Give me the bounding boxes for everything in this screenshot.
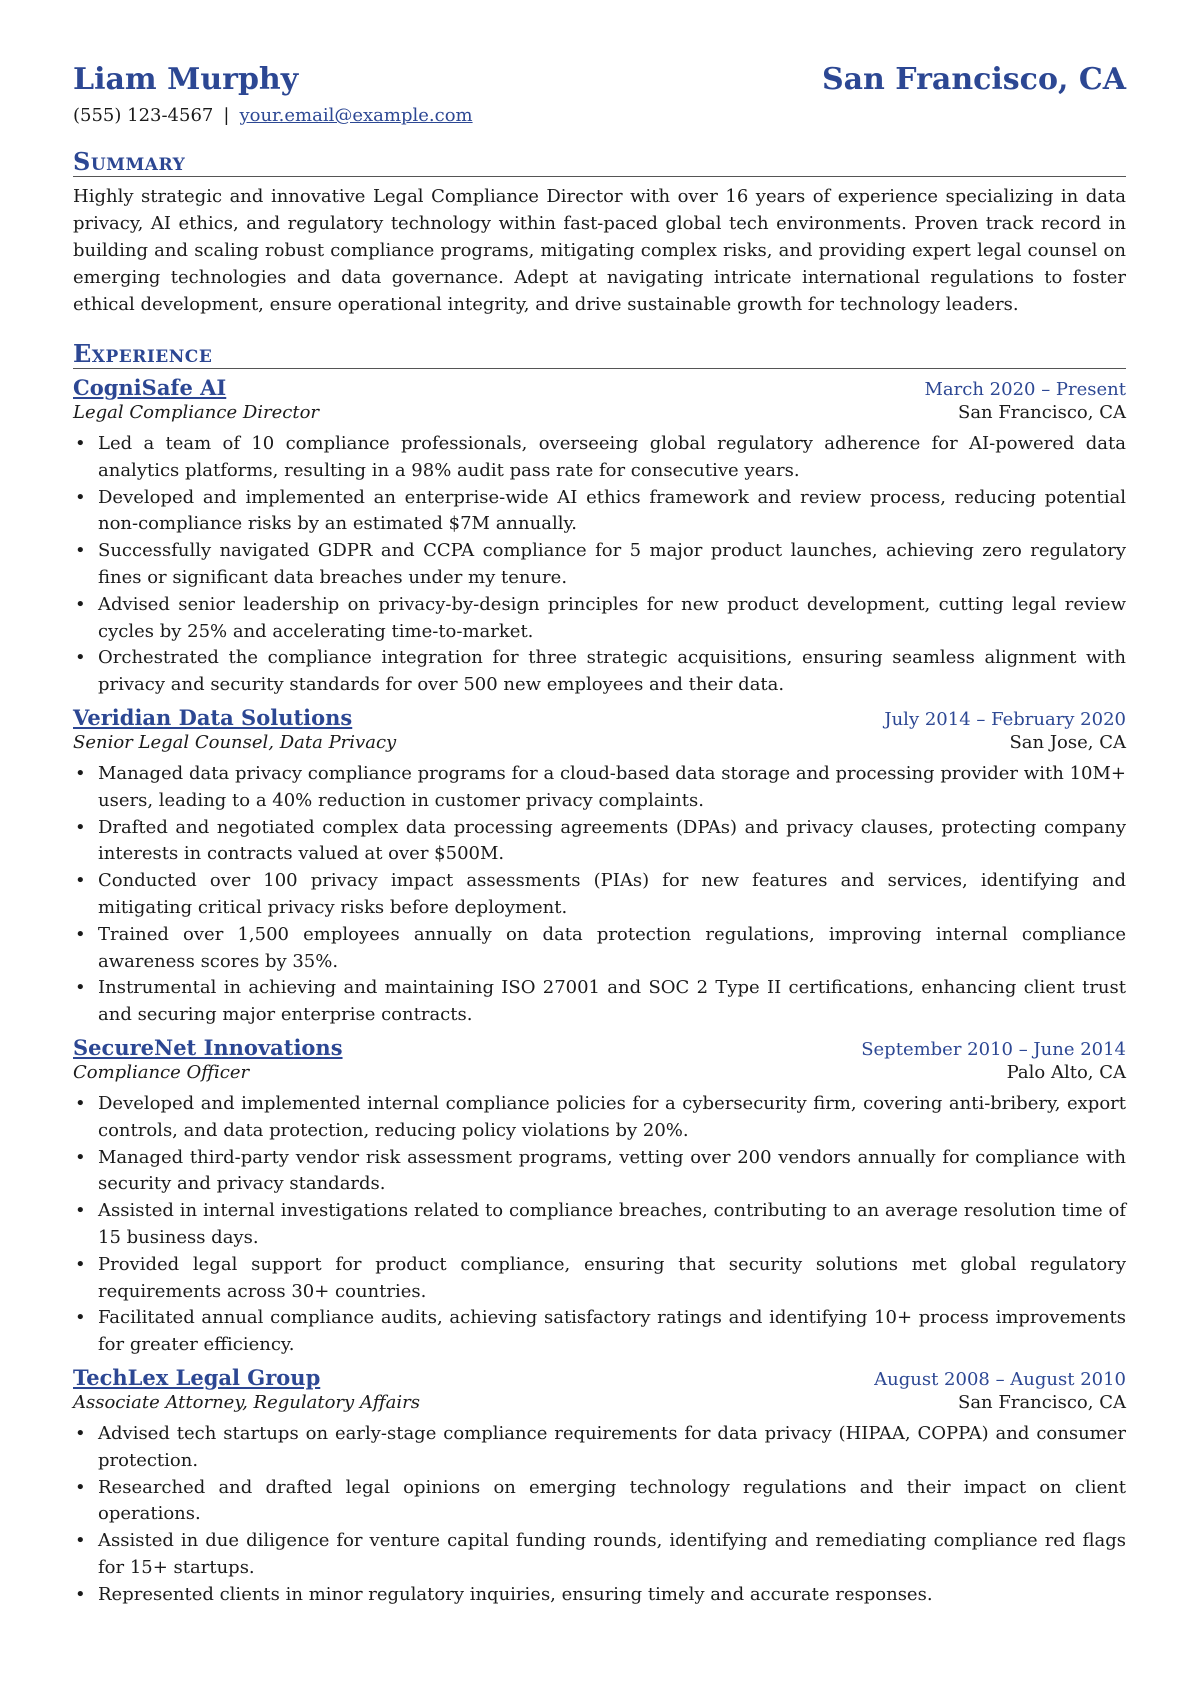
job-location: San Francisco, CA	[957, 402, 1126, 423]
job-bullet: • Orchestrated the compliance integration for three strategic acquisitions, ensuring seamless alignment with privacy and security standards for over 500 new employees and their data.	[98, 645, 1126, 699]
experience-heading: Experience	[73, 340, 1126, 369]
job-bullet: • Assisted in internal investigations related to compliance breaches, contributing to an average resolution time of 15 business days.	[98, 1198, 1126, 1252]
job-header-row	[73, 1035, 1126, 1060]
job-bullet: • Provided legal support for product compliance, ensuring that security solutions met global regulatory requirements across 30+ countries.	[98, 1252, 1126, 1306]
job-bullet: • Led a team of 10 compliance professionals, overseeing global regulatory adherence for AI-powered data analytics platforms, resulting in a 98% audit pass rate for consecutive years.	[98, 431, 1126, 485]
job-role: Senior Legal Counsel, Data Privacy	[73, 731, 397, 753]
job-location: San Francisco, CA	[957, 1391, 1126, 1413]
job-header-row	[73, 705, 1126, 730]
summary-text: Highly strategic and innovative Legal Compliance Director with over 16 years of experience specializing in data privacy, AI ethics, and regulatory technology within fast-paced global tech environments. Proven track record in building and scaling robust compliance programs, mitigating complex risks, and providing expert legal counsel on emerging technologies and data governance. Adept at navigating intricate international regulations to foster ethical development, ensure operational integrity, and drive sustainable growth for technology leaders.	[73, 186, 1126, 315]
job-location: San Jose, CA	[1009, 731, 1126, 753]
candidate-location: San Francisco, CA	[821, 62, 1126, 97]
phone-number: (555) 123-4567	[73, 105, 214, 126]
company-link[interactable]: SecureNet Innovations	[73, 1034, 343, 1060]
job-subheader-row	[73, 732, 1126, 753]
header	[73, 62, 1126, 97]
job-role: Associate Attorney, Regulatory Affairs	[73, 1391, 421, 1413]
job-header-row	[73, 375, 1126, 400]
job-bullet: • Drafted and negotiated complex data processing agreements (DPAs) and privacy clauses, protecting company interests in contracts valued at over $500M.	[98, 815, 1126, 869]
job-bullet: • Instrumental in achieving and maintaining ISO 27001 and SOC 2 Type II certifications, enhancing client trust and securing major enterprise contracts.	[98, 975, 1126, 1029]
job-bullet-list	[73, 431, 1126, 699]
job-bullet: • Advised tech startups on early-stage compliance requirements for data privacy (HIPAA, COPPA) and consumer protection.	[98, 1421, 1126, 1475]
experience-list	[73, 375, 1126, 1608]
job-dates: March 2020 – Present	[924, 379, 1126, 400]
job-bullet: • Conducted over 100 privacy impact assessments (PIAs) for new features and services, identifying and mitigating critical privacy risks before deployment.	[98, 868, 1126, 922]
job-header-row	[73, 1365, 1126, 1390]
job-dates: August 2008 – August 2010	[874, 1368, 1126, 1390]
summary-heading: Summary	[73, 148, 1126, 177]
job-bullet: • Advised senior leadership on privacy-by-design principles for new product development, cutting legal review cycles by 25% and accelerating time-to-market.	[98, 592, 1126, 646]
job-bullet: • Researched and drafted legal opinions on emerging technology regulations and their impact on client operations.	[98, 1475, 1126, 1529]
job-bullet: • Managed third-party vendor risk assessment programs, vetting over 200 vendors annually for compliance with security and privacy standards.	[98, 1145, 1126, 1199]
contact-separator: |	[223, 105, 230, 126]
job-bullet-list	[73, 1091, 1126, 1359]
job-subheader-row	[73, 402, 1126, 423]
job-bullet: • Trained over 1,500 employees annually on data protection regulations, improving internal compliance awareness scores by 35%.	[98, 922, 1126, 976]
company-link[interactable]: Veridian Data Solutions	[73, 704, 353, 730]
job-entry	[73, 375, 1126, 699]
job-dates: July 2014 – February 2020	[884, 708, 1126, 730]
job-role: Legal Compliance Director	[73, 402, 320, 423]
job-entry	[73, 1035, 1126, 1359]
job-location: Palo Alto, CA	[1006, 1061, 1126, 1083]
job-entry	[73, 705, 1126, 1029]
job-dates: September 2010 – June 2014	[861, 1038, 1126, 1060]
company-link[interactable]: CogniSafe AI	[73, 375, 227, 400]
resume-content	[73, 62, 1126, 1608]
job-bullet: • Managed data privacy compliance programs for a cloud-based data storage and processing provider with 10M+ users, leading to a 40% reduction in customer privacy complaints.	[98, 761, 1126, 815]
candidate-name: Liam Murphy	[73, 62, 299, 97]
job-bullet: • Developed and implemented an enterprise-wide AI ethics framework and review process, reducing potential non-compliance risks by an estimated $7M annually.	[98, 485, 1126, 539]
job-bullet: • Assisted in due diligence for venture capital funding rounds, identifying and remediating compliance red flags for 15+ startups.	[98, 1528, 1126, 1582]
job-role: Compliance Officer	[73, 1061, 250, 1083]
job-bullet-list	[73, 1421, 1126, 1609]
job-bullet: • Facilitated annual compliance audits, achieving satisfactory ratings and identifying 10+ process improvements for greater efficiency.	[98, 1305, 1126, 1359]
company-link[interactable]: TechLex Legal Group	[73, 1364, 321, 1390]
job-subheader-row	[73, 1062, 1126, 1083]
email-link[interactable]: your.email@example.com	[239, 105, 473, 126]
job-subheader-row	[73, 1392, 1126, 1413]
contact-line	[73, 105, 1126, 126]
job-bullet-list	[73, 761, 1126, 1029]
job-bullet: • Represented clients in minor regulatory inquiries, ensuring timely and accurate responses.	[98, 1582, 1126, 1609]
job-bullet: • Developed and implemented internal compliance policies for a cybersecurity firm, covering anti-bribery, export controls, and data protection, reducing policy violations by 20%.	[98, 1091, 1126, 1145]
job-bullet: • Successfully navigated GDPR and CCPA compliance for 5 major product launches, achieving zero regulatory fines or significant data breaches under my tenure.	[98, 538, 1126, 592]
job-entry	[73, 1365, 1126, 1609]
